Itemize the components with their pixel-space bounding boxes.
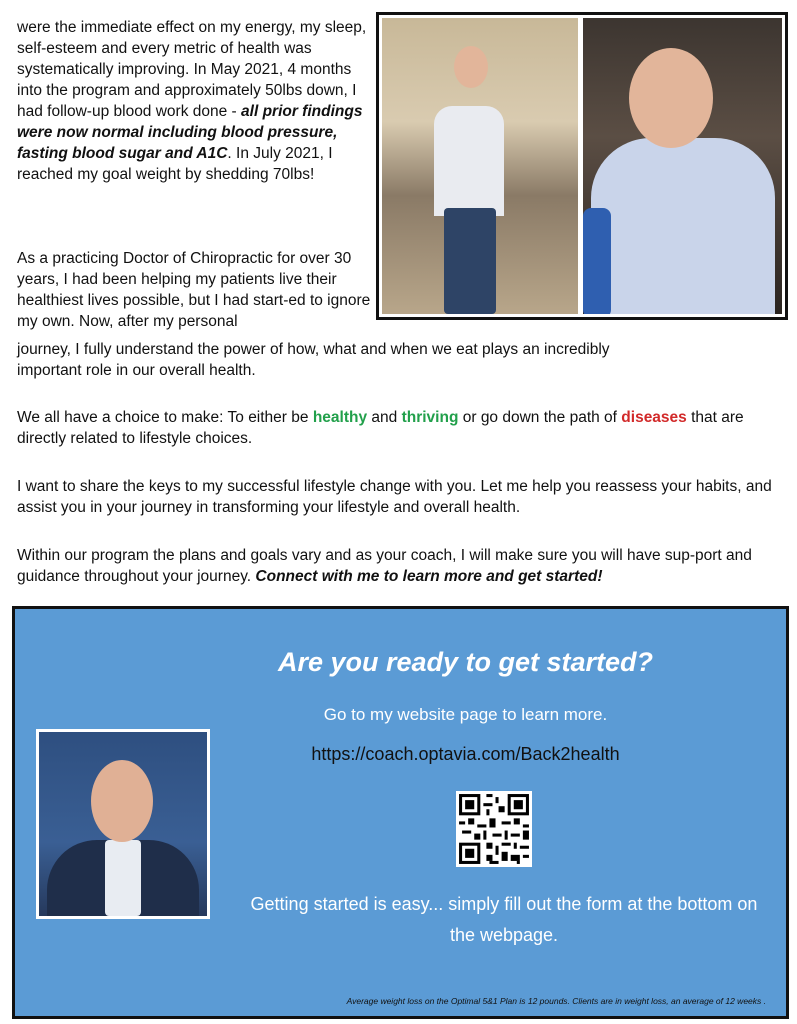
cta-instructions: Getting started is easy... simply fill out the form at the bottom on the webpage. xyxy=(250,894,758,945)
paragraph-chiropractic-cont: journey, I fully understand the power of how, what and when we eat plays an incredibly important role in our overall health. xyxy=(17,341,610,379)
after-photo xyxy=(382,18,578,314)
word-diseases: diseases xyxy=(621,409,687,426)
paragraph-program xyxy=(17,545,787,587)
paragraph-share: I want to share the keys to my successful lifestyle change with you. Let me help you reassess your habits, and assist you in your journey in transforming your lifestyle and overall health. xyxy=(17,478,772,516)
text-run: . In July 2021, I reached my goal weight by shedding 70lbs! xyxy=(17,145,333,183)
disclaimer-note: Average weight loss on the Optimal 5&1 Plan is 12 pounds. Clients are in weight loss, an average of 12 weeks . xyxy=(346,996,766,1006)
paragraph-chiropractic: As a practicing Doctor of Chiropractic for over 30 years, I had been helping my patients live their healthiest lives possible, but I had start-ed to ignore my own. Now, after my personal xyxy=(17,250,371,330)
paragraph-choice xyxy=(17,407,777,449)
cta-title: Are you ready to get started? xyxy=(277,647,654,677)
shirt-shape xyxy=(434,106,504,216)
text-run: were the immediate effect on my energy, my sleep, self-esteem and every metric of health was systematically improving. In May 2021, 4 months into the program and approximately 50lbs down, I had follow-up blood work done - xyxy=(17,19,367,120)
word-healthy: healthy xyxy=(312,409,368,426)
coach-portrait xyxy=(36,729,210,919)
shirt-shape xyxy=(591,138,775,314)
text-run: We all have a choice to make: To either be xyxy=(17,409,313,426)
before-photo xyxy=(583,18,782,314)
website-link[interactable]: https://coach.optavia.com/Back2health xyxy=(311,744,620,764)
text-run: or go down the path of xyxy=(458,409,622,426)
cta-subtitle: Go to my website page to learn more. xyxy=(323,705,608,724)
text-run: that are directly related to lifestyle choices. xyxy=(17,409,744,447)
blue-shape xyxy=(583,208,611,314)
jeans-shape xyxy=(444,208,496,314)
word-thriving: thriving xyxy=(401,409,459,426)
text-run: and xyxy=(367,409,402,426)
paragraph-results xyxy=(17,17,377,185)
call-to-action-box xyxy=(12,606,789,1019)
qr-code-icon[interactable] xyxy=(456,791,532,867)
shirt-shape xyxy=(105,840,141,916)
text-run: Within our program the plans and goals vary and as your coach, I will make sure you will have sup-port and guidance throughout your journey. xyxy=(17,547,752,585)
before-after-photo xyxy=(376,12,788,320)
head-shape xyxy=(454,46,488,88)
bold-connect: Connect with me to learn more and get started! xyxy=(255,568,603,585)
head-shape xyxy=(629,48,713,148)
bold-findings: all prior findings were now normal including blood pressure, fasting blood sugar and A1C xyxy=(17,103,363,162)
head-shape xyxy=(91,760,153,842)
